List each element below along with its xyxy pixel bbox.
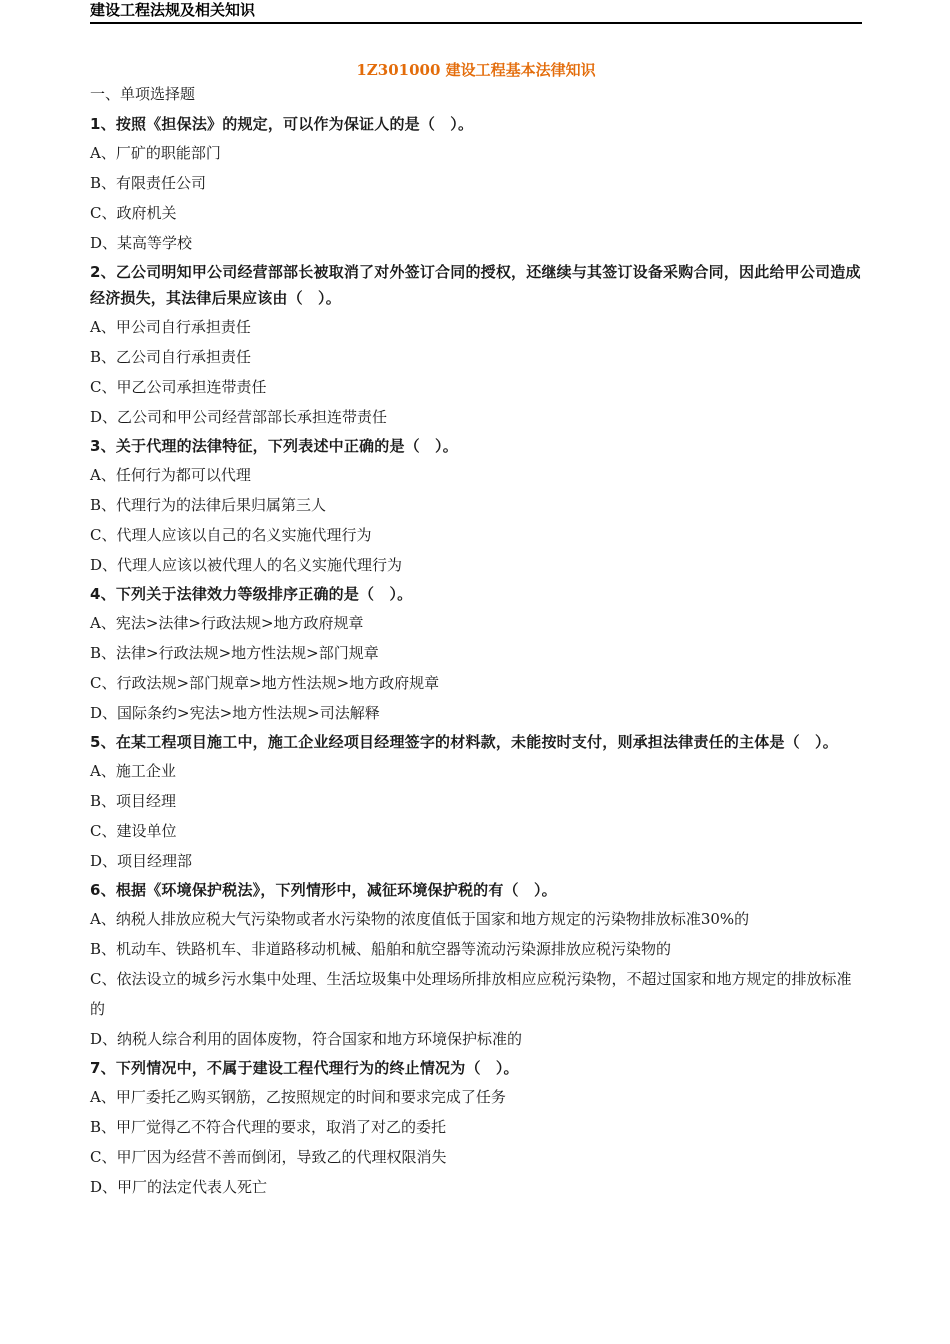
option-a: A、宪法>法律>行政法规>地方政府规章 bbox=[90, 614, 364, 632]
option-d: D、乙公司和甲公司经营部部长承担连带责任 bbox=[90, 408, 388, 426]
option-b: B、机动车、铁路机车、非道路移动机械、船舶和航空器等流动污染源排放应税污染物的 bbox=[90, 940, 672, 958]
question-7 bbox=[90, 1054, 862, 1202]
option-a: A、甲公司自行承担责任 bbox=[90, 318, 251, 336]
option-a: A、任何行为都可以代理 bbox=[90, 466, 251, 484]
question-text: 6、根据《环境保护税法》，下列情形中，减征环境保护税的有（ ）。 bbox=[90, 881, 557, 899]
option-c: C、甲乙公司承担连带责任 bbox=[90, 378, 267, 396]
option-d: D、项目经理部 bbox=[90, 852, 193, 870]
option-b: B、乙公司自行承担责任 bbox=[90, 348, 252, 366]
question-3 bbox=[90, 432, 862, 580]
option-d: D、纳税人综合利用的固体废物，符合国家和地方环境保护标准的 bbox=[90, 1030, 523, 1048]
section-title: 一、单项选择题 bbox=[90, 85, 196, 103]
question-4 bbox=[90, 580, 862, 728]
option-b: B、代理行为的法律后果归属第三人 bbox=[90, 496, 327, 514]
option-c: C、建设单位 bbox=[90, 822, 177, 840]
option-a: A、施工企业 bbox=[90, 762, 176, 780]
option-a: A、厂矿的职能部门 bbox=[90, 144, 221, 162]
option-b: B、法律>行政法规>地方性法规>部门规章 bbox=[90, 644, 379, 662]
option-d: D、代理人应该以被代理人的名义实施代理行为 bbox=[90, 556, 403, 574]
option-c: C、依法设立的城乡污水集中处理、生活垃圾集中处理场所排放相应应税污染物，不超过国家和地方规定的排放标准的 bbox=[90, 970, 852, 1018]
question-text: 3、关于代理的法律特征，下列表述中正确的是（ ）。 bbox=[90, 437, 458, 455]
option-d: D、某高等学校 bbox=[90, 234, 193, 252]
option-c: C、政府机关 bbox=[90, 204, 177, 222]
question-text: 1、按照《担保法》的规定，可以作为保证人的是（ ）。 bbox=[90, 115, 474, 133]
option-a: A、纳税人排放应税大气污染物或者水污染物的浓度值低于国家和地方规定的污染物排放标准30%的 bbox=[90, 910, 750, 928]
question-5 bbox=[90, 728, 862, 876]
option-d: D、甲厂的法定代表人死亡 bbox=[90, 1178, 268, 1196]
question-text: 4、下列关于法律效力等级排序正确的是（ ）。 bbox=[90, 585, 413, 603]
option-c: C、代理人应该以自己的名义实施代理行为 bbox=[90, 526, 372, 544]
question-2 bbox=[90, 258, 862, 432]
option-b: B、项目经理 bbox=[90, 792, 177, 810]
question-text: 2、乙公司明知甲公司经营部部长被取消了对外签订合同的授权，还继续与其签订设备采购合同，因此给甲公司造成经济损失，其法律后果应该由（ ）。 bbox=[90, 263, 861, 307]
question-1 bbox=[90, 110, 862, 258]
document-body bbox=[90, 60, 862, 1202]
page-header bbox=[90, 0, 862, 24]
option-b: B、有限责任公司 bbox=[90, 174, 207, 192]
option-c: C、行政法规>部门规章>地方性法规>地方政府规章 bbox=[90, 674, 440, 692]
option-a: A、甲厂委托乙购买钢筋，乙按照规定的时间和要求完成了任务 bbox=[90, 1088, 506, 1106]
question-text: 7、下列情况中，不属于建设工程代理行为的终止情况为（ ）。 bbox=[90, 1059, 519, 1077]
question-6 bbox=[90, 876, 862, 1054]
document-title: 1Z301000 建设工程基本法律知识 bbox=[356, 61, 596, 79]
option-d: D、国际条约>宪法>地方性法规>司法解释 bbox=[90, 704, 380, 722]
header-title: 建设工程法规及相关知识 bbox=[90, 1, 256, 19]
question-text: 5、在某工程项目施工中，施工企业经项目经理签字的材料款，未能按时支付，则承担法律责任的主体是（ ）。 bbox=[90, 733, 838, 751]
option-c: C、甲厂因为经营不善而倒闭，导致乙的代理权限消失 bbox=[90, 1148, 447, 1166]
option-b: B、甲厂觉得乙不符合代理的要求，取消了对乙的委托 bbox=[90, 1118, 447, 1136]
